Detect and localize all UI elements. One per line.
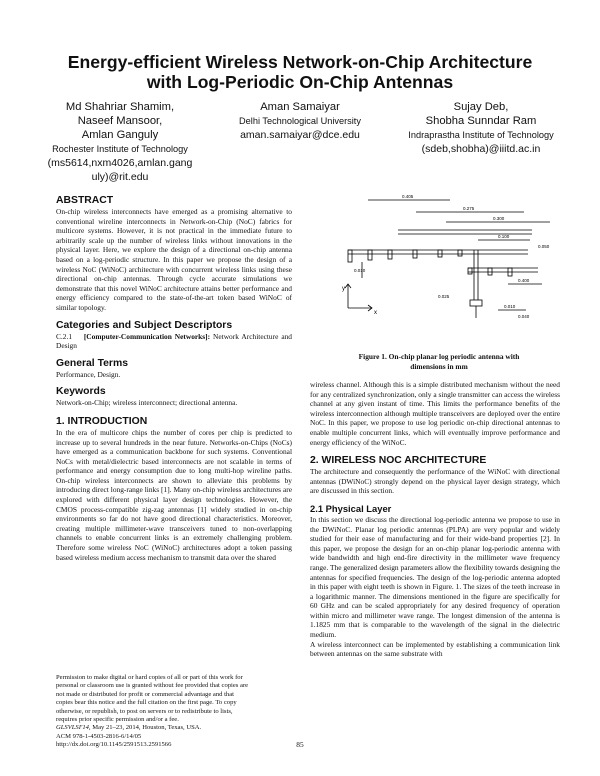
author-name: Shobha Sunndar Ram [425, 115, 537, 127]
axis-label-y: y [342, 286, 345, 292]
paper-title [40, 52, 560, 92]
dimension-label: 0.050 [538, 244, 550, 249]
intro-heading: 1. INTRODUCTION [56, 415, 148, 427]
antenna-figure [318, 190, 560, 370]
abstract-text: On-chip wireless interconnects have emerged as a promising alternative to conventional wireline interconnects in Network-on-Chip (NoC) fabrics for multicore systems. However, it is not practical in the immediate future to arbitrarily scale up the number of wireless links without innovations in the physical layer. Here, we explore the design of a directional on-chip antenna based on a log-periodic structure. In this paper we propose the design of a wireless NoC (WiNoC) architecture with concurrent wireless links using these directional on-chip antennas. Through cycle accurate simulations we demonstrate that this novel WiNoC architecture attains better performance and energy efficiency compared to the state-of-the-art token based WiNoC of similar topology. [56, 207, 292, 312]
footnote-line: not made or distributed for profit or commercial advantage and that [56, 690, 234, 698]
dimension-label: 0.405 [402, 194, 414, 199]
general-terms-text: Performance, Design. [56, 369, 121, 379]
figure-caption [318, 352, 560, 371]
dimension-label: 0.300 [493, 216, 505, 221]
author-block-3 [402, 100, 560, 156]
section-2-text: The architecture and consequently the performance of the WiNoC with directional antennas (DWiNoC) strongly depend on the physical layer design strategy, which are discussed in this section. [310, 467, 560, 496]
author-email[interactable]: aman.samaiyar@dce.edu [240, 129, 360, 141]
left-column [56, 195, 292, 562]
footnote-line: otherwise, or republish, to post on servers or to redistribute to lists, [56, 707, 233, 715]
author-name: Md Shahriar Shamim, [65, 101, 175, 113]
author-block-2 [224, 100, 376, 142]
categories-text [56, 332, 292, 351]
footnote-line: copies bear this notice and the full citation on the first page. To copy [56, 699, 237, 707]
abstract-heading: ABSTRACT [56, 195, 114, 206]
figure-caption-line: Figure 1. On-chip planar log periodic antenna with [358, 352, 520, 361]
conference-line [56, 724, 292, 732]
categories-heading: Categories and Subject Descriptors [56, 319, 233, 331]
section-2-1-paragraph: In this section we discuss the directional log-periodic antenna we propose to use in the DWiNoC. Planar log periodic antennas (PLPA) are very popular and widely studied for their ease of manufacturing and for their wide-band properties [2]. In this paper, we propose the design for an on-chip planar log-periodic antenna with wide bandwidth and high end-fire directivity in the millimeter wave frequency range. The generalized design parameters allow the flexibility towards designing the antennas for specified frequencies. The design of the log-periodic antenna adopted in this paper with eight teeth is shown in Figure. 1. The sizes of the teeth increase in a logarithmic manner. The dimensions mentioned in the figure are specifically for 60 GHz and can be scaled appropriately for any desired frequency of operation within micro and millimeter wave range. The longest dimension of the antenna is 1.1825 mm that is comparable to the wavelength of the signal in the dielectric medium. [310, 514, 560, 640]
title-line-1: Energy-efficient Wireless Network-on-Chip Architecture [67, 52, 533, 72]
dimension-label: 0.010 [504, 304, 516, 309]
acm-isbn: ACM 978-1-4503-2816-6/14/05 [56, 732, 142, 740]
right-column [310, 380, 560, 659]
dimension-label: 0.040 [518, 314, 530, 319]
author-email[interactable]: uly)@rit.edu [91, 171, 149, 183]
author-affiliation: Indraprastha Institute of Technology [408, 130, 554, 140]
figure-caption-line: dimensions in mm [410, 361, 468, 371]
categories-rest: Network Architecture and Design [56, 331, 292, 351]
dimension-label: 0.010 [354, 268, 366, 273]
section-2-1-paragraph: A wireless interconnect can be implemented by establishing a communication link between antennas on the same substrate with [310, 639, 560, 659]
author-email[interactable]: (sdeb,shobha)@iiitd.ac.in [421, 143, 541, 155]
author-affiliation: Delhi Technological University [239, 116, 361, 126]
categories-code: C.2.1 [56, 331, 73, 341]
keywords-heading: Keywords [56, 386, 106, 398]
dimension-label: 0.100 [498, 234, 510, 239]
conference-details: May 21–23, 2014, Houston, Texas, USA. [90, 724, 202, 732]
categories-bold: [Computer-Communication Networks]: [83, 331, 211, 341]
footnote-line: personal or classroom use is granted without fee provided that copies are [56, 682, 249, 690]
footnote-line: Permission to make digital or hard copies of all or part of this work for [56, 674, 243, 681]
dimension-label: 0.275 [463, 206, 475, 211]
author-name: Sujay Deb, [453, 101, 509, 113]
section-2-heading: 2. WIRELESS NOC ARCHITECTURE [310, 455, 487, 467]
section-2-1-heading: 2.1 Physical Layer [310, 502, 392, 514]
author-name: Amlan Ganguly [81, 129, 159, 141]
keywords-text: Network-on-Chip; wireless interconnect; directional antenna. [56, 398, 238, 408]
page-number: 85 [296, 740, 304, 749]
conference-name: GLSVLSI'14, [56, 724, 91, 732]
author-name: Naseef Mansoor, [77, 115, 163, 127]
intro-text: In the era of multicore chips the number of cores per chip is predicted to increase up to several hundreds in the near future. Networks-on-Chips (NoCs) have emerged as a communication backbone for such systems. Conventional NoCs with metal/dielectric based interconnects are not scalable in terms of performance and energy consumption due to long multi-hop wireline paths. On-chip wireless interconnects are shown to alleviate this problems by introducing direct long-range links [1]. Many on-chip wireless architectures are explored with different physical layer design technologies. However, the CMOS process-compatible zig-zag antennas [1] widely studied in on-chip environments so far do not have good directional characteristics. Moreover, creating multiple millimeter-wave transceivers tuned to non-overlapping channels to enable concurrent links is an extremely challenging problem. Therefore some wireless NoC (WiNoC) architectures adopt a token passing based wireless medium access mechanism to transmit data over the shared [56, 427, 292, 562]
author-name: Aman Samaiyar [260, 101, 340, 113]
axis-label-x: x [374, 310, 377, 316]
dimension-label: 0.025 [438, 294, 450, 299]
title-line-2: with Log-Periodic On-Chip Antennas [146, 72, 454, 92]
right-column-continuation: wireless channel. Although this is a simple distributed mechanism without the need for any centralized synchronization, only a single transmitter can access the wireless channel at any given instant of time. This limits the performance benefits of the wireless interconnection although multiple transceivers are deployed over the entire NoC. In this paper, we propose to use log periodic on-chip directional antennas to enable multiple concurrent links, which will eventually improve performance and energy efficiency of the WiNoC. [310, 380, 560, 447]
author-affiliation: Rochester Institute of Technology [52, 144, 188, 154]
author-block-1 [44, 100, 196, 184]
footnote-line: requires prior specific permission and/or a fee. [56, 716, 179, 724]
author-email[interactable]: (ms5614,nxm4026,amlan.gang [47, 157, 193, 169]
copyright-footnote [56, 674, 292, 750]
general-terms-heading: General Terms [56, 357, 128, 369]
dimension-label: 0.400 [518, 278, 530, 283]
doi-link[interactable]: http://dx.doi.org/10.1145/2591513.2591566 [56, 741, 172, 749]
